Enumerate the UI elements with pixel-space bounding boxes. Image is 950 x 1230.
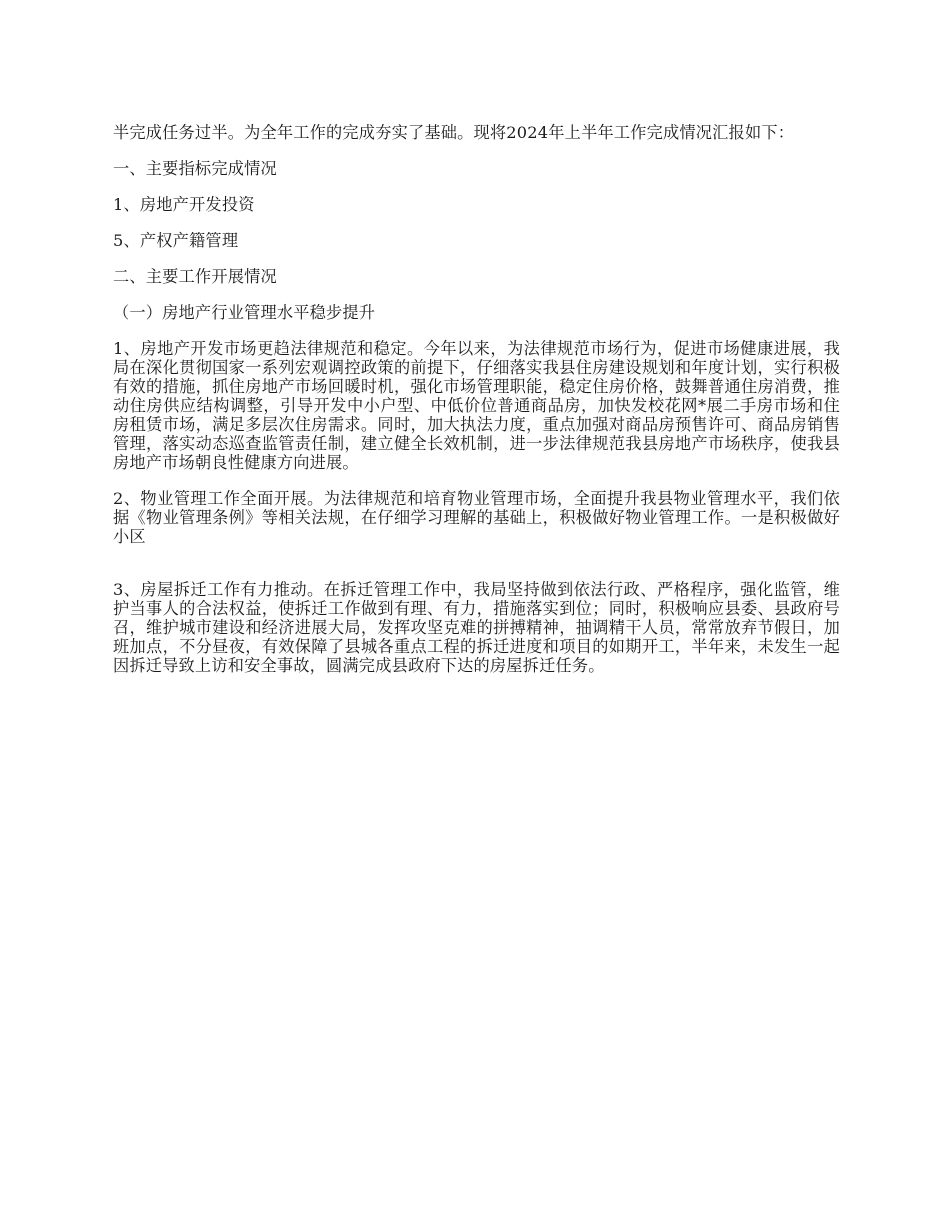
section-heading-work: 二、主要工作开展情况	[113, 267, 277, 286]
paragraph-property-management: 2、物业管理工作全面开展。为法律规范和培育物业管理市场，全面提升我县物业管理水平，我们依据《物业管理条例》等相关法规，在仔细学习理解的基础上，积极做好物业管理工作。一是积极做好小区	[113, 489, 840, 546]
section-heading-indicators: 一、主要指标完成情况	[113, 159, 277, 178]
intro-paragraph: 半完成任务过半。为全年工作的完成夯实了基础。现将2024年上半年工作完成情况汇报如下：	[113, 123, 795, 142]
subsection-heading-industry: （一）房地产行业管理水平稳步提升	[113, 303, 376, 322]
item-heading-investment: 1、房地产开发投资	[113, 195, 255, 214]
item-heading-property-rights: 5、产权产籍管理	[113, 231, 239, 250]
document-body	[113, 123, 840, 692]
paragraph-market: 1、房地产开发市场更趋法律规范和稳定。今年以来，为法律规范市场行为，促进市场健康进展，我局在深化贯彻国家一系列宏观调控政策的前提下，仔细落实我县住房建设规划和年度计划，实行积极有效的措施，抓住房地产市场回暖时机，强化市场管理职能，稳定住房价格，鼓舞普通住房消费，推动住房供应结构调整，引导开发中小户型、中低价位普通商品房，加快发校花网*展二手房市场和住房租赁市场，满足多层次住房需求。同时，加大执法力度，重点加强对商品房预售许可、商品房销售管理，落实动态巡查监管责任制，建立健全长效机制，进一步法律规范我县房地产市场秩序，使我县房地产市场朝良性健康方向进展。	[113, 339, 840, 472]
paragraph-demolition: 3、房屋拆迁工作有力推动。在拆迁管理工作中，我局坚持做到依法行政、严格程序，强化监管，维护当事人的合法权益，使拆迁工作做到有理、有力，措施落实到位；同时，积极响应县委、县政府号召，维护城市建设和经济进展大局，发挥攻坚克难的拼搏精神，抽调精干人员，常常放弃节假日，加班加点，不分昼夜，有效保障了县城各重点工程的拆迁进度和项目的如期开工，半年来，未发生一起因拆迁导致上访和安全事故，圆满完成县政府下达的房屋拆迁任务。	[113, 580, 840, 675]
